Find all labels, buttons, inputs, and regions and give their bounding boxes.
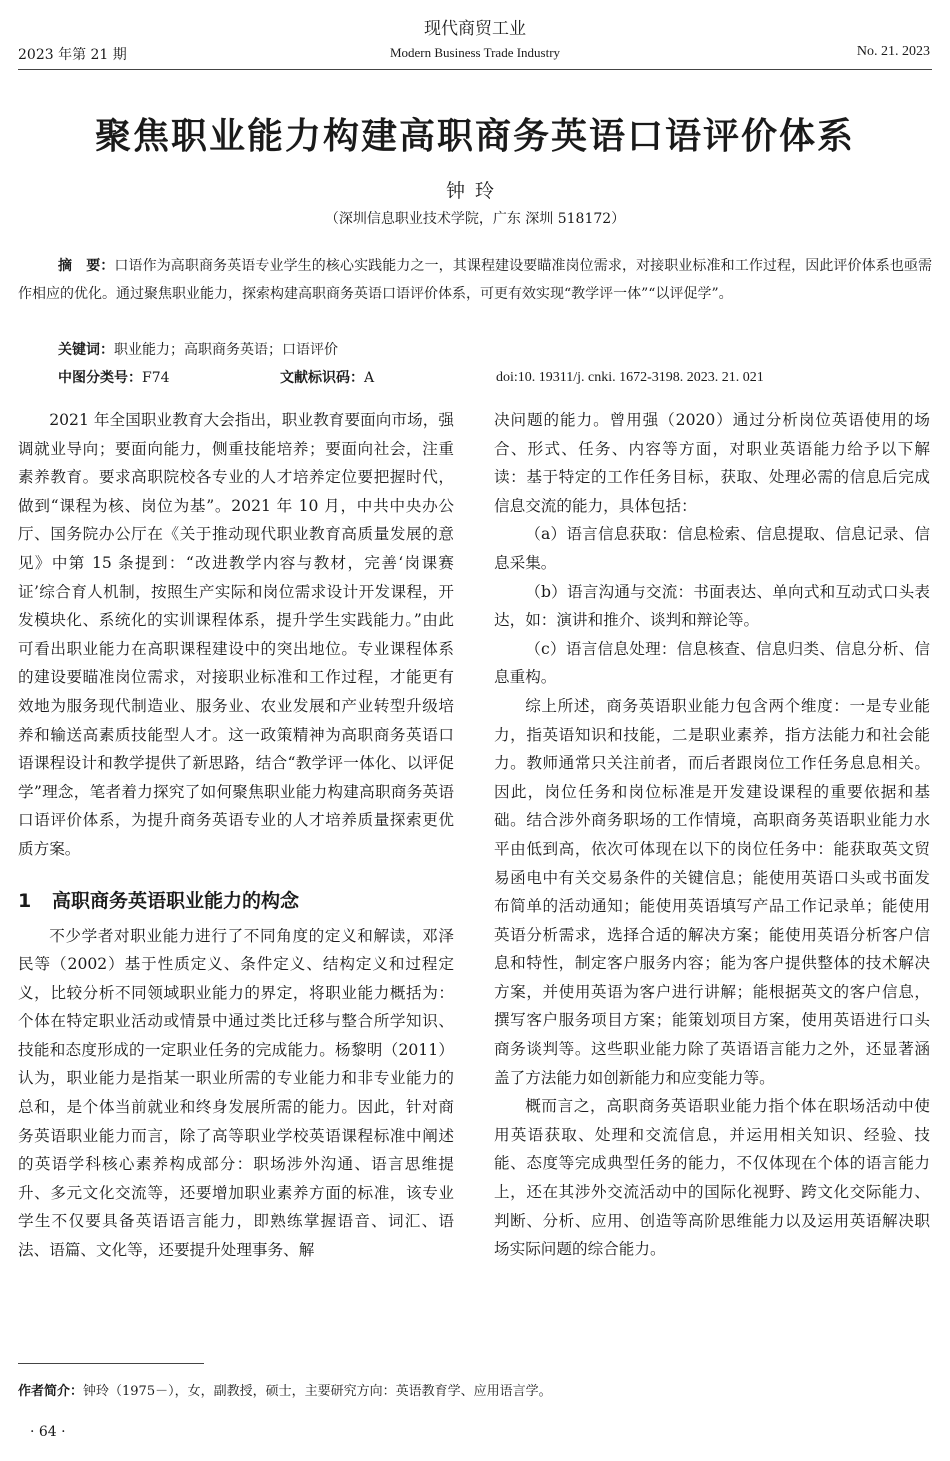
page-number: · 64 · [30,1424,66,1440]
body-paragraph: 2021 年全国职业教育大会指出，职业教育要面向市场，强调就业导向；要面向能力，侧重技能培养；要面向社会，注重素养教育。要求高职院校各专业的人才培养定位要把握时代，做到“课程为核、岗位为基”。2021 年 10 月，中共中央办公厅、国务院办公厅在《关于推动现代职业教育高质量发展的意见》中第 15 条提到：“改进教学内容与教材，完善‘岗课赛证’综合育人机制，按照生产实际和岗位需求设计开发课程，开发模块化、系统化的实训课程体系，提升学生实践能力。”由此可看出职业能力在高职课程建设中的突出地位。专业课程体系的建设要瞄准岗位需求，对接职业标准和工作过程，才能更有效地为服务现代制造业、服务业、农业发展和产业转型升级培养和输送高素质技能型人才。这一政策精神为高职商务英语口语课程设计和教学提供了新思路，结合“教学评一体化、以评促学”理念，笔者着力探究了如何聚焦职业能力构建高职商务英语口语评价体系，为提升商务英语专业的人才培养质量探索更优质方案。 [18,411,454,858]
abstract-text: 口语作为高职商务英语专业学生的核心实践能力之一，其课程建设要瞄准岗位需求，对接职业标准和工作过程，因此评价体系也亟需作相应的优化。通过聚焦职业能力，探索构建高职商务英语口语评价体系，可更有效实现“教学评一体”“以评促学”。 [18,258,933,302]
body-paragraph: 综上所述，商务英语职业能力包含两个维度：一是专业能力，指英语知识和技能，二是职业素养，指方法能力和社会能力。教师通常只关注前者，而后者跟岗位工作任务息息相关。因此，岗位任务和岗位标准是开发建设课程的重要依据和基础。结合涉外商务职场的工作情境，高职商务英语职业能力水平由低到高，依次可体现在以下的岗位任务中：能获取英文贸易函电中有关交易条件的关键信息；能使用英语口头或书面发布简单的活动通知；能使用英语填写产品工作记录单；能使用英语分析需求，选择合适的解决方案；能使用英语分析客户信息和特性，制定客户服务内容；能为客户提供整体的技术解决方案，并使用英语为客户进行讲解；能根据英文的客户信息，撰写客户服务项目方案；能策划项目方案，使用英语进行口头商务谈判等。这些职业能力除了英语语言能力之外，还显著涵盖了方法能力如创新能力和应变能力等。 [494,696,930,1087]
issue-en: No. 21. 2023 [856,44,930,59]
doc-code-value: A [364,370,375,386]
list-item: （b）语言沟通与交流：书面表达、单向式和互动式口头表达，如：演讲和推介、谈判和辩论等。 [494,582,930,630]
section-heading [18,886,454,916]
abstract [18,252,932,308]
footnote-divider [18,1363,204,1364]
list-item: （c）语言信息处理：信息核查、信息归类、信息分析、信息重构。 [494,639,930,687]
section-title: 高职商务英语职业能力的构念 [52,889,300,912]
author-note-text: 钟玲（1975－），女，副教授，硕士，主要研究方向：英语教育学、应用语言学。 [83,1384,552,1399]
journal-name: 现代商贸工业 [424,19,526,39]
right-column [494,406,930,1264]
journal-name-en: Modern Business Trade Industry [389,45,561,60]
list-item: （a）语言信息获取：信息检索、信息提取、信息记录、信息采集。 [494,525,930,572]
issue-cn: 2023 年第 21 期 [18,47,127,63]
author-name: 钟玲 [445,180,504,202]
clc-value: F74 [142,370,170,386]
classification-line [18,364,932,392]
article-title: 聚焦职业能力构建高职商务英语口语评价体系 [94,115,855,157]
body-paragraph: 不少学者对职业能力进行了不同角度的定义和解读，邓泽民等（2002）基于性质定义、条件定义、结构定义和过程定义，比较分析不同领域职业能力的界定，将职业能力概括为：个体在特定职业活动或情景中通过类比迁移与整合所学知识、技能和态度形成的一定职业任务的完成能力。杨黎明（2011）认为，职业能力是指某一职业所需的专业能力和非专业能力的总和，是个体当前就业和终身发展所需的能力。因此，针对商务英语职业能力而言，除了高等职业学校英语课程标准中阐述的英语学科核心素养构成部分：职场涉外沟通、语言思维提升、多元文化交流等，还要增加职业素养方面的标准，该专业学生不仅要具备英语语言能力，即熟练掌握语音、词汇、语法、语篇、文化等，还要提升处理事务、解 [18,926,454,1260]
keywords-label: 关键词： [58,342,114,358]
doi: doi:10. 19311/j. cnki. 1672-3198. 2023. 21. 021 [496,370,764,385]
section-number: 1 [18,889,32,912]
body-paragraph: 概而言之，高职商务英语职业能力指个体在职场活动中使用英语获取、处理和交流信息，并运用相关知识、经验、技能、态度等完成典型任务的能力，不仅体现在个体的语言能力上，还在其涉外交流活动中的国际化视野、跨文化交际能力、判断、分析、应用、创造等高阶思维能力以及运用英语解决职场实际问题的综合能力。 [494,1097,930,1259]
keywords-text: 职业能力；高职商务英语；口语评价 [114,342,338,358]
author-note [18,1380,552,1399]
header-divider [18,69,932,70]
author-affiliation: （深圳信息职业技术学院，广东 深圳 518172） [324,211,626,227]
abstract-label: 摘 要： [58,258,115,274]
clc-label: 中图分类号： [58,370,142,386]
author-note-label: 作者简介： [18,1384,84,1399]
body-paragraph: 决问题的能力。曾用强（2020）通过分析岗位英语使用的场合、形式、任务、内容等方面，对职业英语能力给予以下解读：基于特定的工作任务目标，获取、处理必需的信息后完成信息交流的能力，具体包括： [494,411,930,515]
doc-code-label: 文献标识码： [280,370,364,386]
keywords [18,336,950,364]
left-column [18,406,454,1265]
